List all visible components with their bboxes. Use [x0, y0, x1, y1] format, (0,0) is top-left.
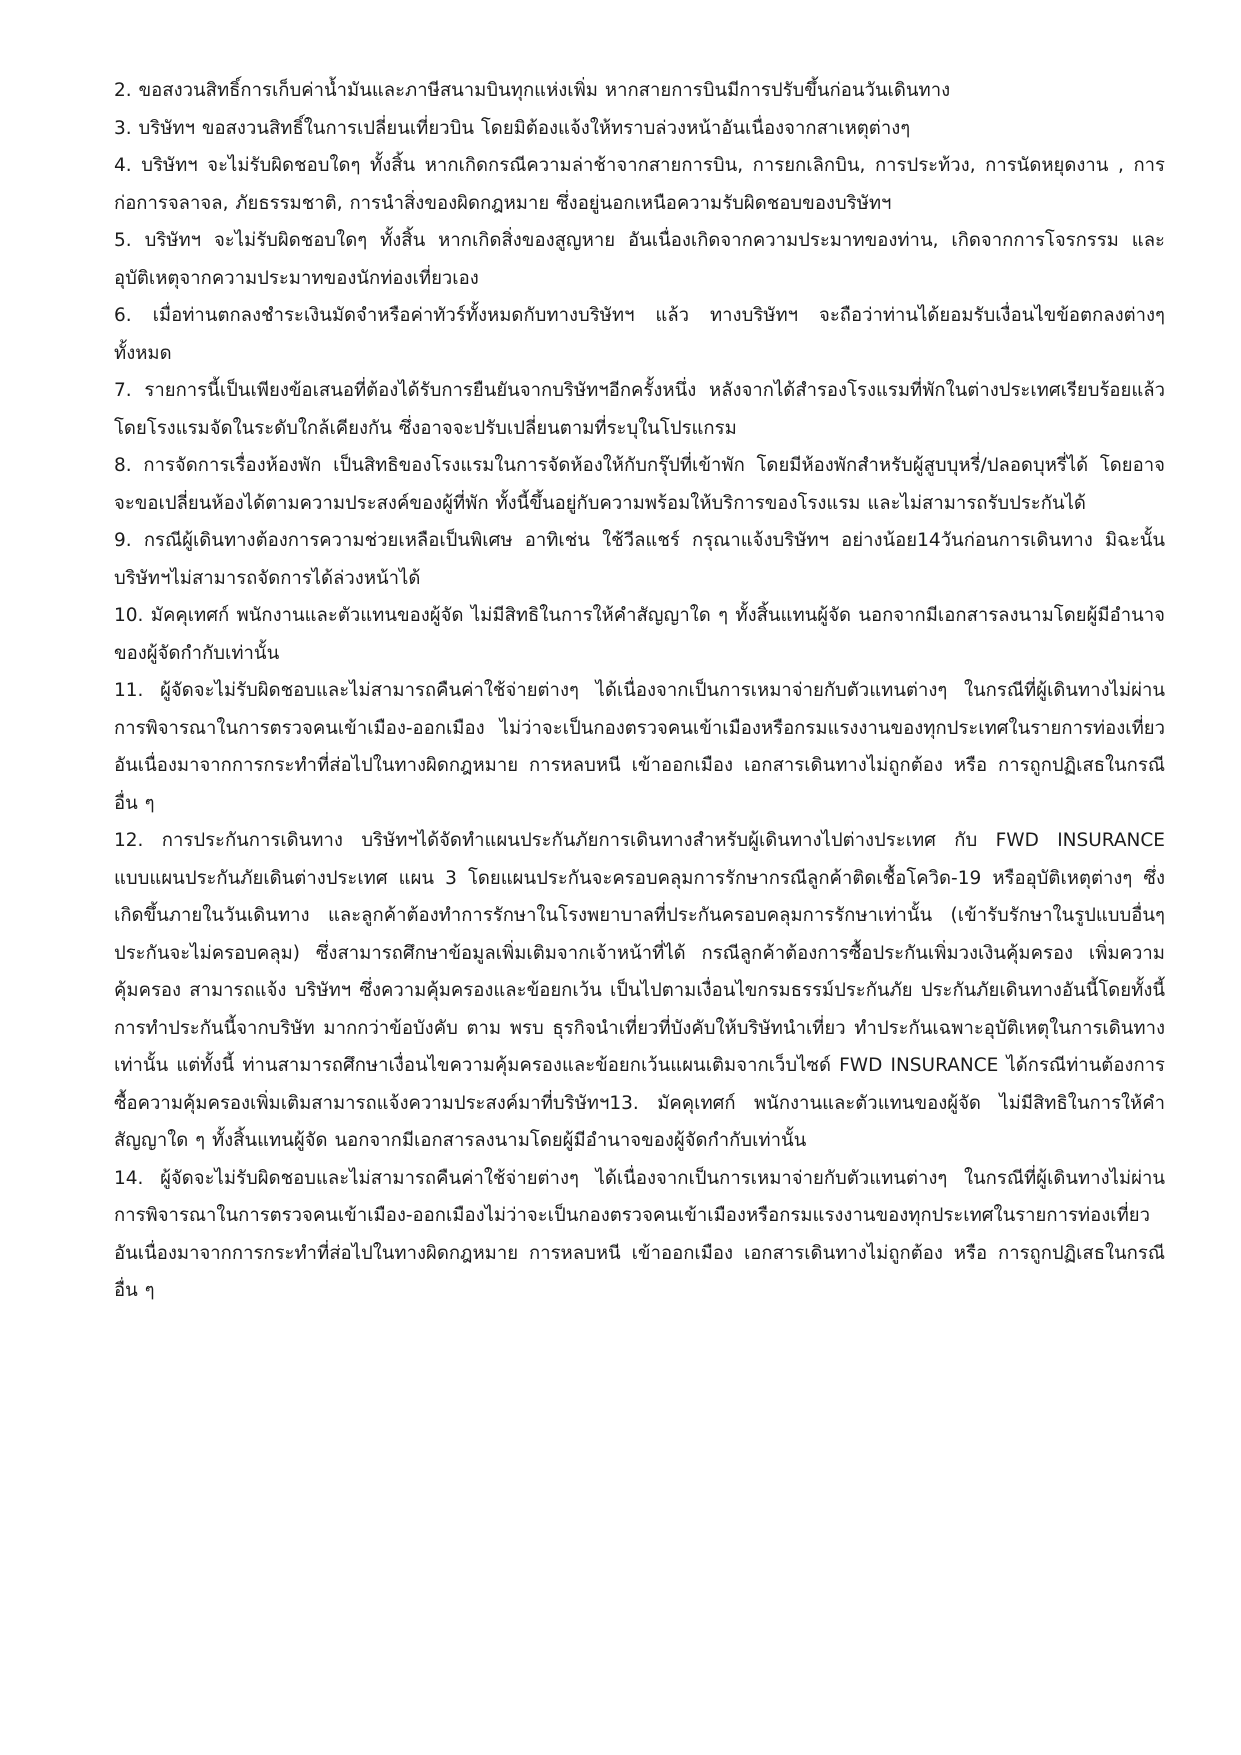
term-item-6: 6. เมื่อท่านตกลงชำระเงินมัดจำหรือค่าทัวร์ทั้งหมดกับทางบริษัทฯ แล้ว ทางบริษัทฯ จะถือว่าท่านได้ยอมรับเงื่อนไขข้อตกลงต่างๆ ทั้งหมด [114, 305, 1165, 364]
term-item-10: 10. มัคคุเทศก์ พนักงานและตัวแทนของผู้จัด ไม่มีสิทธิในการให้คำสัญญาใด ๆ ทั้งสิ้นแทนผู้จัด นอกจากมีเอกสารลงนามโดยผู้มีอำนาจของผู้จัดกำกับเท่านั้น [114, 605, 1165, 664]
term-item-4: 4. บริษัทฯ จะไม่รับผิดชอบใดๆ ทั้งสิ้น หากเกิดกรณีความล่าช้าจากสายการบิน, การยกเลิกบิน, การประท้วง, การนัดหยุดงาน , การก่อการจลาจล, ภัยธรรมชาติ, การนำสิ่งของผิดกฎหมาย ซึ่งอยู่นอกเหนือความรับผิดชอบของบริษัทฯ [114, 155, 1165, 214]
term-item-8: 8. การจัดการเรื่องห้องพัก เป็นสิทธิของโรงแรมในการจัดห้องให้กับกรุ๊ปที่เข้าพัก โดยมีห้องพักสำหรับผู้สูบบุหรี่/ปลอดบุหรี่ได้ โดยอาจจะขอเปลี่ยนห้องได้ตามความประสงค์ของผู้ที่พัก ทั้งนี้ขึ้นอยู่กับความพร้อมให้บริการของโรงแรม และไม่สามารถรับประกันได้ [114, 455, 1165, 514]
term-item-12-13: 12. การประกันการเดินทาง บริษัทฯได้จัดทำแผนประกันภัยการเดินทางสำหรับผู้เดินทางไปต่างประเทศ กับ FWD INSURANCE แบบแผนประกันภัยเดินต่างประเทศ แผน 3 โดยแผนประกันจะครอบคลุมการรักษากรณีลูกค้าติดเชื้อโควิด-19 หรืออุบัติเหตุต่างๆ ซึ่งเกิดขึ้นภายในวันเดินทาง และลูกค้าต้องทำการรักษาในโรงพยาบาลที่ประกันครอบคลุมการรักษาเท่านั้น (เข้ารับรักษาในรูปแบบอื่นๆประกันจะไม่ครอบคลุม) ซึ่งสามารถศึกษาข้อมูลเพิ่มเติมจากเจ้าหน้าที่ได้ กรณีลูกค้าต้องการซื้อประกันเพิ่มวงเงินคุ้มครอง เพิ่มความคุ้มครอง สามารถแจ้ง บริษัทฯ ซึ่งความคุ้มครองและข้อยกเว้น เป็นไปตามเงื่อนไขกรมธรรม์ประกันภัย ประกันภัยเดินทางอันนี้โดยทั้งนี้การทำประกันนี้จากบริษัท มากกว่าข้อบังคับ ตาม พรบ ธุรกิจนำเที่ยวที่บังคับให้บริษัทนำเที่ยว ทำประกันเฉพาะอุบัติเหตุในการเดินทางเท่านั้น แต่ทั้งนี้ ท่านสามารถศึกษาเงื่อนไขความคุ้มครองและข้อยกเว้นแผนเติมจากเว็บไซด์ FWD INSURANCE ได้กรณีท่านต้องการซื้อความคุ้มครองเพิ่มเติมสามารถแจ้งความประสงค์มาที่บริษัทฯ13. มัคคุเทศก์ พนักงานและตัวแทนของผู้จัด ไม่มีสิทธิในการให้คำสัญญาใด ๆ ทั้งสิ้นแทนผู้จัด นอกจากมีเอกสารลงนามโดยผู้มีอำนาจของผู้จัดกำกับเท่านั้น [114, 830, 1165, 1151]
terms-list [114, 72, 1165, 1310]
term-item-5: 5. บริษัทฯ จะไม่รับผิดชอบใดๆ ทั้งสิ้น หากเกิดสิ่งของสูญหาย อันเนื่องเกิดจากความประมาทของท่าน, เกิดจากการโจรกรรม และ อุบัติเหตุจากความประมาทของนักท่องเที่ยวเอง [114, 230, 1165, 289]
term-item-11: 11. ผู้จัดจะไม่รับผิดชอบและไม่สามารถคืนค่าใช้จ่ายต่างๆ ได้เนื่องจากเป็นการเหมาจ่ายกับตัวแทนต่างๆ ในกรณีที่ผู้เดินทางไม่ผ่านการพิจารณาในการตรวจคนเข้าเมือง-ออกเมือง ไม่ว่าจะเป็นกองตรวจคนเข้าเมืองหรือกรมแรงงานของทุกประเทศในรายการท่องเที่ยว อันเนื่องมาจากการกระทำที่ส่อไปในทางผิดกฎหมาย การหลบหนี เข้าออกเมือง เอกสารเดินทางไม่ถูกต้อง หรือ การถูกปฏิเสธในกรณีอื่น ๆ [114, 680, 1165, 814]
term-item-7: 7. รายการนี้เป็นเพียงข้อเสนอที่ต้องได้รับการยืนยันจากบริษัทฯอีกครั้งหนึ่ง หลังจากได้สำรองโรงแรมที่พักในต่างประเทศเรียบร้อยแล้ว โดยโรงแรมจัดในระดับใกล้เคียงกัน ซึ่งอาจจะปรับเปลี่ยนตามที่ระบุในโปรแกรม [114, 380, 1165, 439]
term-item-2: 2. ขอสงวนสิทธิ์การเก็บค่าน้ำมันและภาษีสนามบินทุกแห่งเพิ่ม หากสายการบินมีการปรับขึ้นก่อนวันเดินทาง [114, 80, 951, 101]
term-item-9: 9. กรณีผู้เดินทางต้องการความช่วยเหลือเป็นพิเศษ อาทิเช่น ใช้วีลแชร์ กรุณาแจ้งบริษัทฯ อย่างน้อย14วันก่อนการเดินทาง มิฉะนั้น บริษัทฯไม่สามารถจัดการได้ล่วงหน้าได้ [114, 530, 1165, 589]
term-item-3: 3. บริษัทฯ ขอสงวนสิทธิ์ในการเปลี่ยนเที่ยวบิน โดยมิต้องแจ้งให้ทราบล่วงหน้าอันเนื่องจากสาเหตุต่างๆ [114, 117, 911, 139]
term-item-14: 14. ผู้จัดจะไม่รับผิดชอบและไม่สามารถคืนค่าใช้จ่ายต่างๆ ได้เนื่องจากเป็นการเหมาจ่ายกับตัวแทนต่างๆ ในกรณีที่ผู้เดินทางไม่ผ่านการพิจารณาในการตรวจคนเข้าเมือง-ออกเมืองไม่ว่าจะเป็นกองตรวจคนเข้าเมืองหรือกรมแรงงานของทุกประเทศในรายการท่องเที่ยว อันเนื่องมาจากการกระทำที่ส่อไปในทางผิดกฎหมาย การหลบหนี เข้าออกเมือง เอกสารเดินทางไม่ถูกต้อง หรือ การถูกปฏิเสธในกรณีอื่น ๆ [114, 1167, 1165, 1301]
